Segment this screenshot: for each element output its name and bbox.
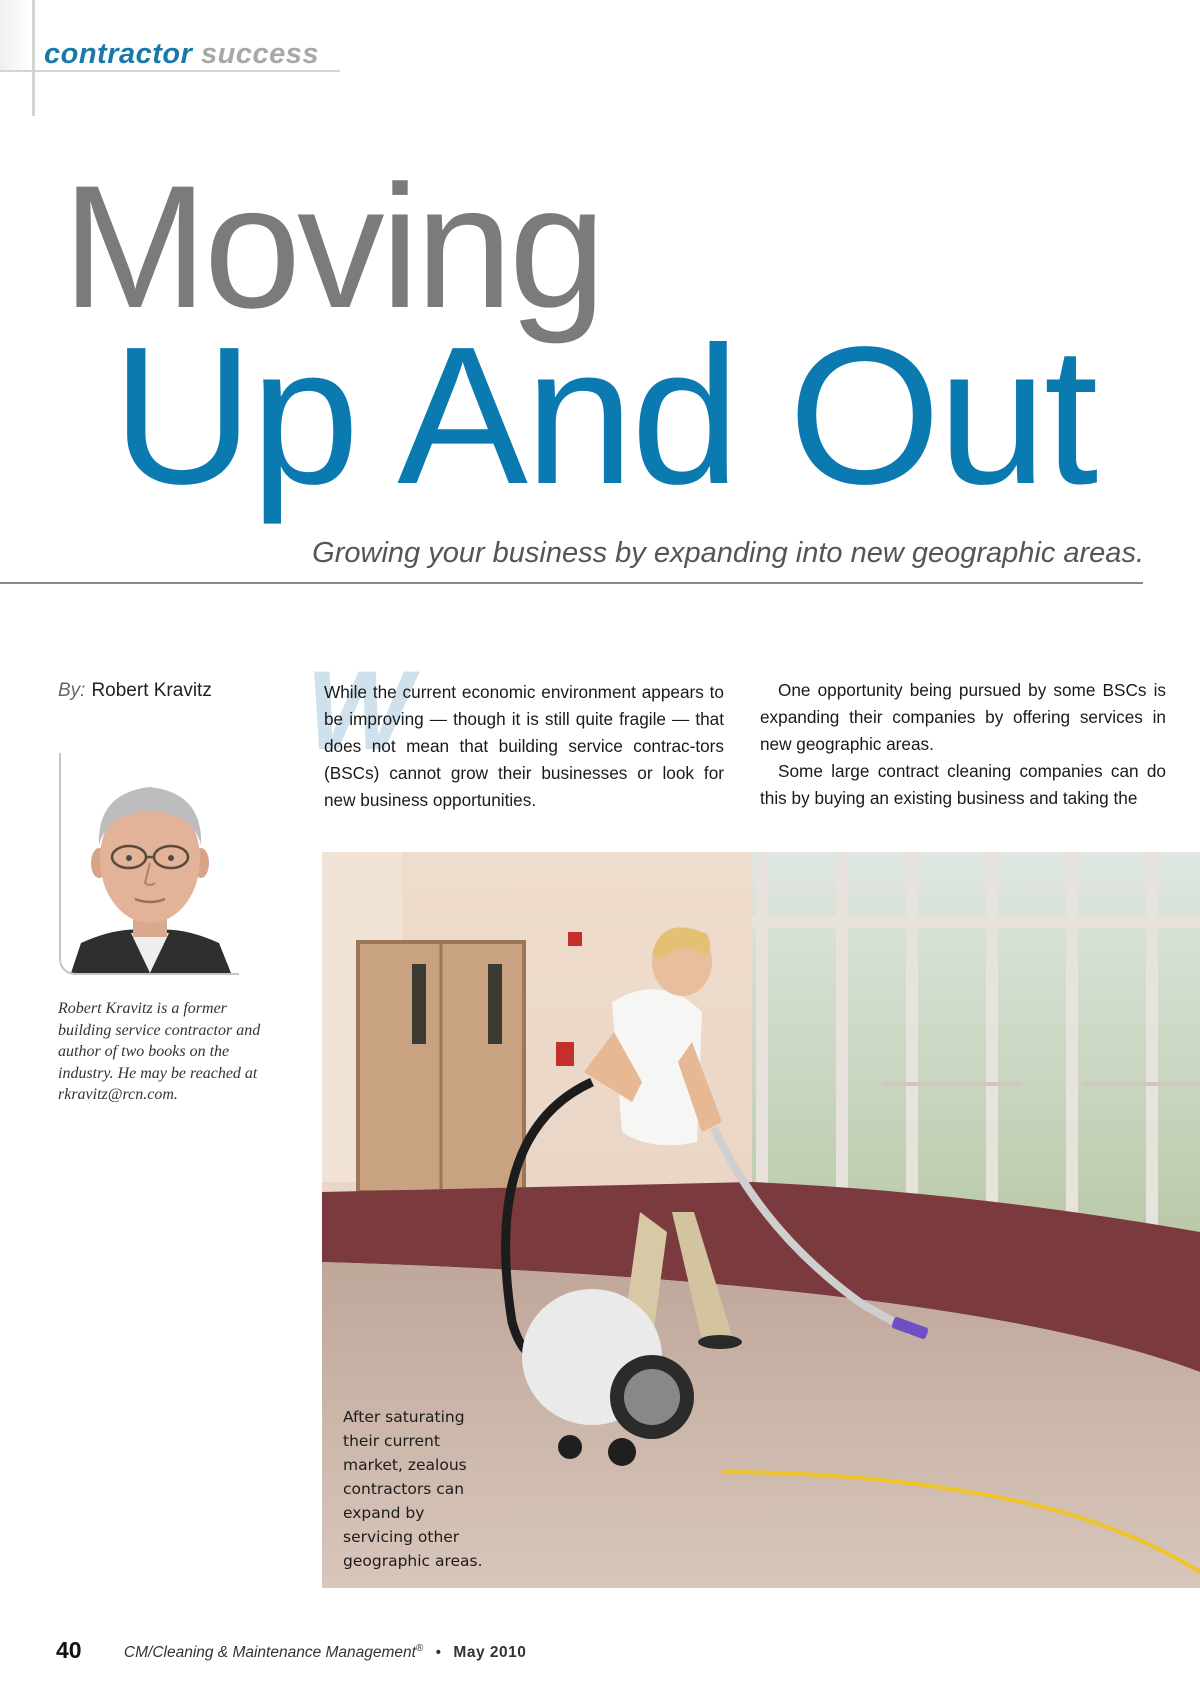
section-label — [44, 38, 319, 71]
headline-line2: Up And Out — [112, 306, 1096, 525]
byline — [58, 680, 212, 702]
page-footer — [56, 1637, 526, 1664]
article-column-2 — [760, 677, 1166, 812]
section-label-word2: success — [200, 38, 319, 70]
photo-caption: After saturating their current market, zealous contractors can expand by servicing other geographic areas. — [343, 1408, 483, 1570]
section-tab-vertical-rule — [32, 0, 35, 116]
footer-separator: • — [435, 1644, 442, 1661]
byline-author: Robert Kravitz — [91, 680, 212, 701]
registered-mark: ® — [415, 1642, 424, 1654]
issue-date: May 2010 — [453, 1644, 527, 1661]
subheadline: Growing your business by expanding into new geographic areas. — [312, 537, 1144, 569]
article-column-1 — [324, 679, 724, 814]
article-paragraph: Some large contract cleaning companies can do this by buying an existing business and taking the — [760, 761, 1166, 808]
section-tab-shade — [0, 0, 32, 70]
article-paragraph: While the current economic environment appears to be improving — though it is still quite fragile — that does not mean that building service contrac-tors (BSCs) cannot grow their businesses or look for new business opportunities. — [324, 682, 724, 810]
headline-line1: Moving — [62, 150, 603, 345]
byline-prefix: By: — [58, 680, 86, 701]
page-number: 40 — [56, 1637, 82, 1663]
drop-cap: W — [306, 648, 412, 773]
headline-divider — [0, 582, 1143, 584]
magazine-name: CM/Cleaning & Maintenance Management — [123, 1644, 416, 1661]
author-bio: Robert Kravitz is a former building service contractor and author of two books on the industry. He may be reached at rkravitz@rcn.com. — [58, 1000, 261, 1103]
author-portrait — [59, 753, 239, 975]
article-paragraph: One opportunity being pursued by some BSCs is expanding their companies by offering services in new geographic areas. — [760, 680, 1166, 754]
section-label-word1: contractor — [44, 38, 193, 70]
